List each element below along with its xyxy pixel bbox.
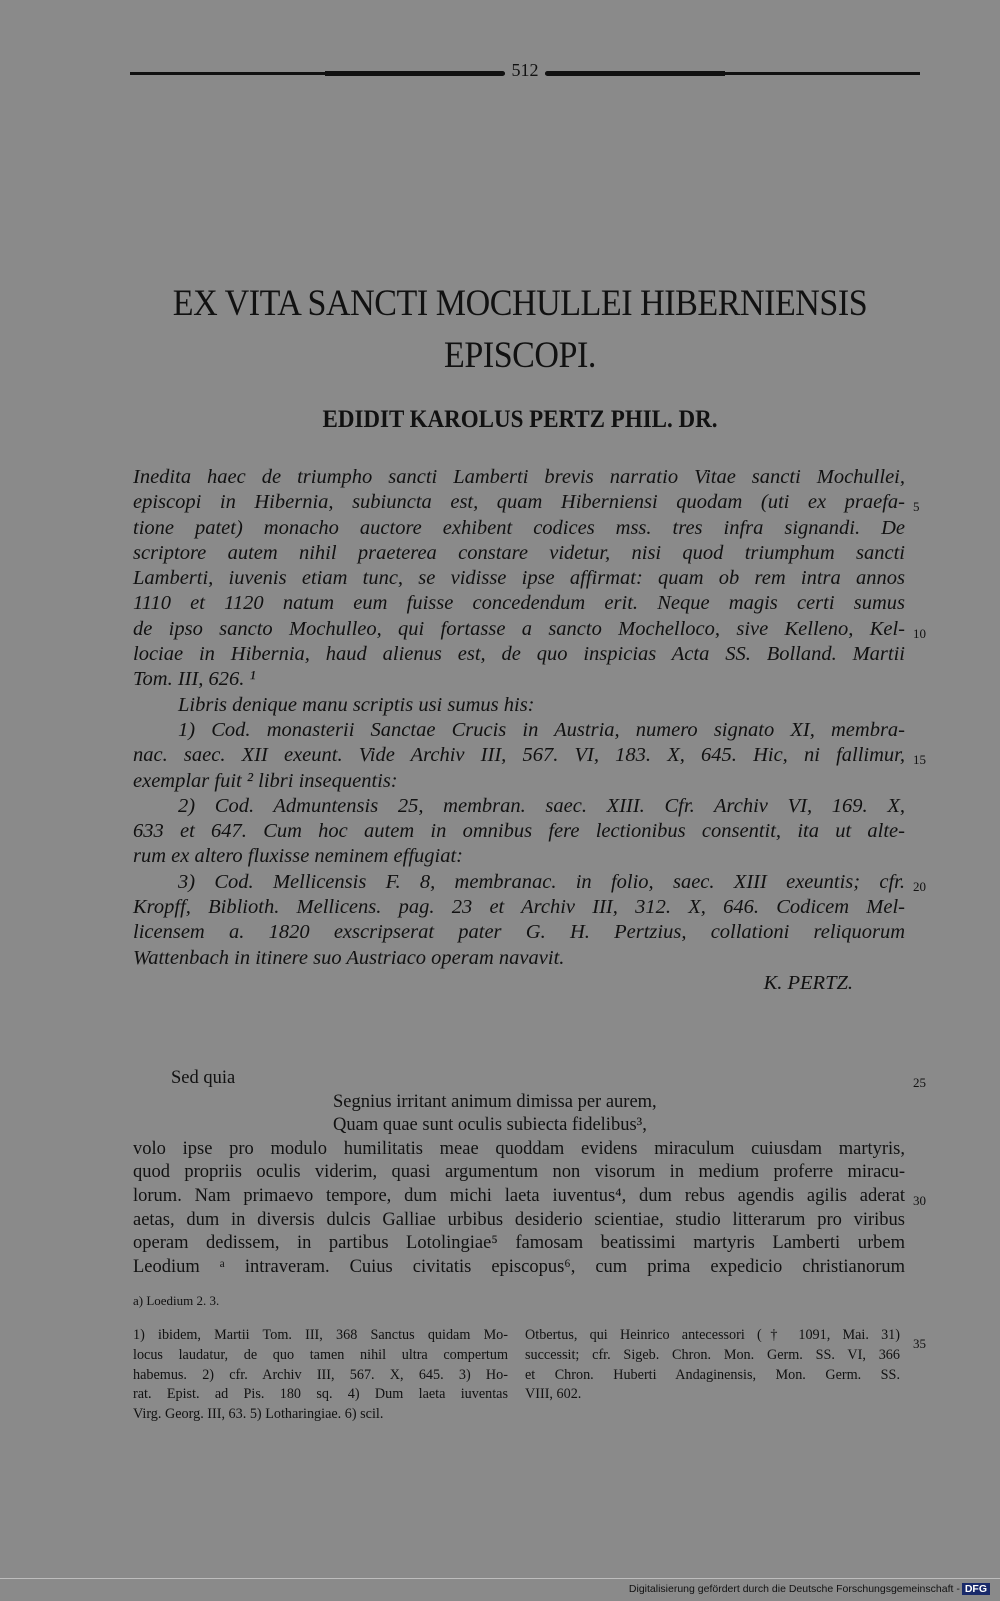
- main-text-line: volo ipse pro modulo humilitatis meae quoddam evidens miraculum cuiusdam martyris,: [133, 1138, 905, 1159]
- preface-line: lociae in Hibernia, haud alienus est, de quo inspicias Acta SS. Bolland. Martii: [133, 643, 905, 666]
- footnote-line: VIII, 602.: [525, 1386, 582, 1403]
- preface-line: licensem a. 1820 exscripserat pater G. H. Pertzius, collationi reliquorum: [133, 921, 905, 944]
- preface-line: Lamberti, iuvenis etiam tunc, se vidisse ipse affirmat: quam ob rem intra annos: [133, 567, 905, 590]
- editor-line: EDIDIT KAROLUS PERTZ PHIL. DR.: [322, 406, 718, 433]
- editor-preface: [133, 465, 926, 996]
- line-number: 30: [913, 1192, 926, 1208]
- verse-line: Quam quae sunt oculis subiecta fidelibus³,: [333, 1115, 647, 1136]
- preface-line: 3) Cod. Mellicensis F. 8, membranac. in folio, saec. XIII exeuntis; cfr.: [178, 870, 905, 893]
- main-text-line: Leodium ᵃ intraveram. Cuius civitatis episcopus⁶, cum prima expedicio christianorum: [133, 1256, 905, 1277]
- preface-line: 1) Cod. monasterii Sanctae Crucis in Austria, numero signato XI, membra-: [178, 718, 905, 741]
- main-text-line: lorum. Nam primaevo tempore, dum michi laeta iuventus⁴, dum rebus agendis agilis aderat: [133, 1185, 905, 1206]
- document-title: [152, 278, 888, 382]
- preface-line: scriptore autem nihil praeterea constare videtur, nisi quod triumphum sancti: [133, 541, 905, 564]
- title-line-1: EX VITA SANCTI MOCHULLEI HIBERNIENSIS: [172, 283, 868, 324]
- preface-line: episcopi in Hibernia, subiuncta est, quam Hiberniensi quodam (uti ex praefa-: [133, 491, 905, 514]
- line-number: 25: [913, 1075, 926, 1090]
- line-number: 15: [913, 752, 926, 768]
- preface-line: Libris denique manu scriptis usi sumus his:: [178, 693, 535, 716]
- main-text-line: Sed quia: [171, 1068, 236, 1088]
- preface-line: 2) Cod. Admuntensis 25, membran. saec. XIII. Cfr. Archiv VI, 169. X,: [178, 794, 905, 817]
- editor-signature: K. PERTZ.: [763, 971, 853, 994]
- footnote-line: et Chron. Huberti Andaginensis, Mon. Germ. SS.: [525, 1366, 900, 1383]
- main-text-line: aetas, dum in diversis dulcis Galliae urbibus desiderio scientiae, studio litterarum pro viribus: [133, 1209, 905, 1230]
- main-text-line: operam dedissem, in partibus Lotolingiae⁵ famosam beatissimi martyris Lamberti urbem: [133, 1233, 905, 1254]
- main-text: [133, 1067, 926, 1279]
- page-header: [130, 60, 920, 88]
- page-number: 512: [511, 60, 539, 80]
- preface-line: nac. saec. XII exeunt. Vide Archiv III, 567. VI, 183. X, 645. Hic, ni fallimur,: [133, 744, 905, 767]
- preface-line: Wattenbach in itinere suo Austriaco operam navavit.: [133, 946, 565, 969]
- preface-line: Tom. III, 626. ¹: [133, 668, 256, 691]
- footnote-line: locus laudatur, de quo tamen nihil ultra compertum: [133, 1346, 508, 1363]
- preface-line: rum ex altero fluxisse neminem effugiat:: [133, 845, 464, 868]
- line-number: 10: [913, 625, 926, 641]
- line-number: 5: [913, 499, 920, 515]
- line-number: 35: [913, 1336, 926, 1351]
- footnote-line: 1) ibidem, Martii Tom. III, 368 Sanctus quidam Mo-: [133, 1327, 508, 1343]
- funding-footer: [629, 1583, 990, 1595]
- verse-line: Segnius irritant animum dimissa per aurem,: [333, 1091, 657, 1112]
- footnote-line: habemus. 2) cfr. Archiv III, 567. X, 645. 3) Ho-: [133, 1366, 508, 1383]
- footnote-line: successit; cfr. Sigeb. Chron. Mon. Germ. SS. VI, 366: [525, 1346, 900, 1363]
- footnote-line: Virg. Georg. III, 63. 5) Lotharingiae. 6) scil.: [133, 1406, 384, 1423]
- apparatus-note: a) Loedium 2. 3.: [133, 1293, 220, 1308]
- preface-line: tione patet) monacho auctore exhibent codices mss. tres infra signandi. De: [133, 516, 905, 539]
- line-number: 20: [913, 878, 926, 894]
- footnotes-right-column: [525, 1325, 905, 1404]
- dfg-logo: DFG: [962, 1583, 990, 1595]
- title-line-2: EPISCOPI.: [444, 335, 596, 376]
- preface-line: Kropff, Biblioth. Mellicens. pag. 23 et Archiv III, 312. X, 646. Codicem Mel-: [133, 896, 905, 919]
- footnote-line: rat. Epist. ad Pis. 180 sq. 4) Dum laeta iuventas: [133, 1386, 508, 1403]
- preface-line: 1110 et 1120 natum eum fuisse concedendum erit. Neque magis certi sumus: [133, 592, 905, 615]
- preface-line: Inedita haec de triumpho sancti Lamberti brevis narratio Vitae sancti Mochullei,: [133, 466, 905, 488]
- funding-text: Digitalisierung gefördert durch die Deutsche Forschungsgemeinschaft -: [628, 1583, 960, 1595]
- footnote-line: Otbertus, qui Heinrico antecessori († 1091, Mai. 31): [525, 1327, 900, 1343]
- header-rule-left: [130, 72, 505, 75]
- preface-line: exemplar fuit ² libri insequentis:: [133, 769, 398, 792]
- main-text-line: quod propriis oculis viderim, quasi argumentum non visorum in medium proferre miracu-: [133, 1162, 905, 1183]
- preface-line: 633 et 647. Cum hoc autem in omnibus fere lectionibus consentit, ita ut alte-: [133, 820, 905, 843]
- header-rule-right: [545, 72, 920, 75]
- footnotes-left-column: [133, 1325, 513, 1424]
- preface-line: de ipso sancto Mochulleo, qui fortasse a sancto Mochelloco, sive Kelleno, Kel-: [133, 617, 905, 640]
